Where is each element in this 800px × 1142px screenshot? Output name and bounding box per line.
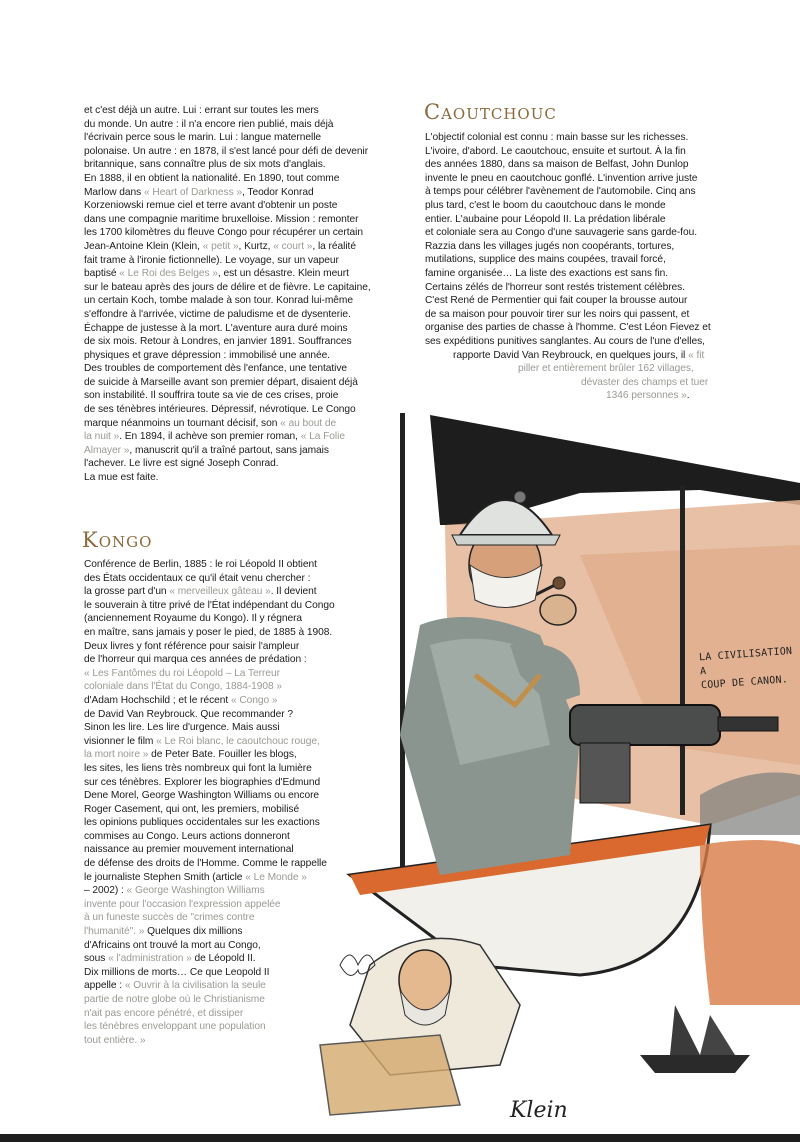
quotation: à un funeste succès de "crimes contre [84, 912, 255, 924]
text-line: mutilations, supplice des mains coupées, travail forcé, [425, 254, 666, 266]
caption-line-1: LA CIVILISATION A [698, 645, 793, 678]
text-line: physiques et grave dépression : immobilisé une année. [84, 349, 330, 361]
text-line: Dix millions de morts… Ce que Leopold II [84, 966, 270, 978]
caoutchouc-heading: CAOUTCHOUC [424, 100, 557, 124]
text-line [84, 680, 394, 694]
text-line: plus tard, c'est le boom du caoutchouc dans le monde [425, 199, 666, 211]
quotation: la nuit » [84, 431, 120, 443]
text-line: Marlow dans « Heart of Darkness », Teodor Konrad [84, 186, 314, 198]
quotation: « l'administration » [108, 953, 192, 965]
quotation: 1346 personnes » [606, 390, 687, 402]
caption-line-2: COUP DE CANON. [700, 674, 789, 692]
text-line: de David Van Reybrouck. Que recommander ? [84, 708, 293, 720]
text-line: (anciennement Royaume du Kongo). Il y régnera [84, 613, 303, 625]
text-line: entier. L'aubaine pour Léopold II. La prédation libérale [425, 213, 666, 225]
text-line: et c'est déjà un autre. Lui : errant sur toutes les mers [84, 105, 319, 116]
quotation: dévaster des champs et tuer [581, 376, 709, 388]
quotation: « petit » [202, 240, 239, 252]
quotation: n'ait pas encore pénétré, et dissiper [84, 1007, 244, 1019]
text-line: le journaliste Stephen Smith (article « Le Monde » [84, 871, 307, 883]
quotation: Almayer » [84, 444, 130, 456]
text-line: Échappe de justesse à la mort. L'aventure aura duré moins [84, 322, 348, 334]
text-line: C'est René de Permentier qui fait couper la brousse autour [425, 295, 688, 307]
quotation: la mort noire » [84, 749, 149, 761]
text-line: – 2002) : « George Washington Williams [84, 885, 265, 897]
quotation: tout entière. » [84, 1034, 146, 1046]
caoutchouc-section-text [425, 131, 745, 403]
text-line: les opinions publiques occidentales sur les exactions [84, 817, 320, 829]
text-line: de l'horreur qui marqua ces années de prédation : [84, 654, 307, 666]
quotation: l'humanité". » [84, 926, 145, 938]
text-line: l'écrivain perce sous le marin. Lui : langue maternelle [84, 132, 322, 144]
text-line: sur le bateau après des jours de délire et de fièvre. Le capitaine, [84, 281, 371, 293]
quotation: invente pour l'occasion l'expression appelée [84, 898, 281, 910]
text-line: naissance au premier mouvement international [84, 844, 294, 856]
text-line [84, 911, 394, 925]
text-line: 1346 personnes ». [606, 390, 690, 402]
quotation: « Ouvrir à la civilisation la seule [124, 980, 266, 992]
text-line: commises au Congo. Leurs actions donneront [84, 830, 290, 842]
kongo-section-text [84, 558, 394, 1047]
text-line: Dene Morel, George Washington Williams ou encore [84, 790, 320, 802]
text-line: en maître, sans jamais y poser le pied, de 1885 à 1908. [84, 626, 333, 638]
text-line: d'Adam Hochschild ; et le récent « Congo » [84, 694, 278, 706]
text-line [84, 1020, 394, 1034]
quotation: « fit [688, 349, 705, 361]
text-line: de défense des droits de l'Homme. Comme le rappelle [84, 858, 327, 870]
text-line: et coloniale sera au Congo d'une sauvagerie sans garde-fou. [425, 227, 697, 239]
quotation: coloniale dans l'État du Congo, 1884-1908 » [84, 681, 283, 693]
text-line: Jean-Antoine Klein (Klein, « petit », Kurtz, « court », la réalité [84, 240, 356, 252]
quotation: « court » [273, 240, 313, 252]
text-line: Conférence de Berlin, 1885 : le roi Léopold II obtient [84, 559, 317, 570]
text-line: La mue est faite. [84, 472, 159, 484]
quotation: « merveilleux gâteau » [169, 586, 271, 598]
text-line: Korzeniowski remue ciel et terre avant d'obtenir un poste [84, 200, 338, 212]
text-line: famine organisée… La liste des exactions est sans fin. [425, 267, 669, 279]
text-line: de suicide à Marseille avant son premier départ, disaient déjà [84, 376, 358, 388]
text-line: ses expéditions punitives sanglantes. Au cours de l'une d'elles, [425, 335, 705, 347]
quotation: partie de notre globe où le Christianisme [84, 994, 265, 1005]
text-line: marque néanmoins un tournant décisif, son « au bout de [84, 417, 337, 429]
quotation: les ténèbres enveloppant une population [84, 1021, 266, 1033]
text-line [84, 1007, 394, 1021]
text-line [84, 993, 394, 1007]
text-line: la mort noire » de Peter Bate. Fouiller les blogs, [84, 749, 297, 761]
text-line: Roger Casement, qui ont, les premiers, mobilisé [84, 803, 300, 815]
page-bottom-rule [0, 1134, 800, 1142]
text-line: d'Africains ont trouvé la mort au Congo, [84, 939, 261, 951]
text-line: polonaise. Un autre : en 1878, il s'est lancé pour défi de devenir [84, 145, 369, 157]
text-line [84, 898, 394, 912]
text-line: s'effondre à l'arrivée, victime de paludisme et de dysenterie. [84, 308, 351, 320]
text-line: les sites, les liens très nombreux qui font la lumière [84, 762, 312, 774]
quotation: « Heart of Darkness » [143, 186, 243, 198]
illustration-caption [699, 645, 798, 694]
quotation: « au bout de [280, 417, 337, 429]
text-line: à temps pour célébrer l'avènement de l'automobile. Cinq ans [425, 186, 696, 198]
text-line: la grosse part d'un « merveilleux gâteau ». Il devient [84, 586, 317, 598]
text-line: des années 1880, dans sa maison de Belfast, John Dunlop [425, 159, 689, 171]
text-line: Sinon les lire. Les lire d'urgence. Mais aussi [84, 722, 280, 734]
quotation: « Congo » [230, 694, 278, 706]
quotation: piller et entièrement brûler 162 villages, [518, 363, 694, 375]
text-line: L'objectif colonial est connu : main basse sur les richesses. [425, 132, 689, 143]
text-line: En 1888, il en obtient la nationalité. En 1890, tout comme [84, 172, 340, 184]
text-line: l'humanité". » Quelques dix millions [84, 926, 243, 938]
text-line: invente le pneu en caoutchouc gonflé. L'invention arrive juste [425, 172, 698, 184]
text-line: sous « l'administration » de Léopold II. [84, 953, 256, 965]
quotation: « George Washington Williams [126, 885, 265, 897]
text-line: appelle : « Ouvrir à la civilisation la seule [84, 980, 266, 992]
text-line: Razzia dans les villages jugés non coopérants, tortures, [425, 240, 675, 252]
text-line: l'achever. Le livre est signé Joseph Conrad. [84, 458, 279, 470]
text-line: Almayer », manuscrit qu'il a traîné partout, sans jamais [84, 444, 329, 456]
quotation: « La Folie [300, 431, 345, 443]
text-line: britannique, sans connaître plus de six mots d'anglais. [84, 159, 326, 171]
text-line: son instabilité. Il souffrira toute sa vie de ces crises, proie [84, 390, 339, 402]
text-line: de ses ténèbres intérieures. Dépressif, névrotique. Le Congo [84, 404, 356, 416]
quotation: « Le Monde » [245, 871, 307, 883]
text-line [84, 667, 394, 681]
text-line: fait trame à l'ironie fictionnelle). Le voyage, sur un vapeur [84, 254, 339, 266]
text-line: Deux livres y font référence pour saisir l'ampleur [84, 640, 300, 652]
text-line: Des troubles de comportement dès l'enfance, une tentative [84, 363, 347, 375]
text-line: baptisé « Le Roi des Belges », est un désastre. Klein meurt [84, 268, 349, 280]
text-line [581, 376, 745, 390]
text-line: Certains zélés de l'horreur sont restés tristement célèbres. [425, 281, 685, 293]
text-line [518, 362, 745, 376]
text-line: les 1700 kilomètres du fleuve Congo pour récupérer un certain [84, 227, 363, 239]
quotation: « Le Roi blanc, le caoutchouc rouge, [156, 735, 320, 747]
artist-signature: Klein [510, 1098, 568, 1123]
text-line: visionner le film « Le Roi blanc, le caoutchouc rouge, [84, 735, 320, 747]
text-line: la nuit ». En 1894, il achève son premier roman, « La Folie [84, 431, 345, 443]
kongo-heading: KONGO [82, 528, 153, 552]
text-line: un certain Koch, tombe malade à son tour. Konrad lui-même [84, 295, 353, 307]
text-line: sur ces ténèbres. Explorer les biographies d'Edmund [84, 776, 321, 788]
text-line: du monde. Un autre : il n'a encore rien publié, mais déjà [84, 118, 334, 130]
text-line: dans une compagnie maritime bruxelloise. Mission : remonter [84, 213, 359, 225]
text-line [84, 1034, 394, 1048]
text-line: L'ivoire, d'abord. Le caoutchouc, ensuite et surtout. À la fin [425, 145, 686, 157]
text-line: de six mois. Retour à Londres, en janvier 1891. Souffrances [84, 336, 352, 348]
text-line: de sa maison pour pouvoir tirer sur les noirs qui passent, et [425, 308, 690, 320]
text-line: rapporte David Van Reybrouck, en quelques jours, il « fit [453, 349, 705, 361]
text-line: des États occidentaux ce qu'il était venu chercher : [84, 572, 311, 584]
quotation: « Le Roi des Belges » [119, 268, 218, 280]
conrad-biography-text [84, 104, 394, 485]
quotation: « Les Fantômes du roi Léopold – La Terreur [84, 667, 280, 679]
text-line: le souverain à titre privé de l'État indépendant du Congo [84, 599, 335, 611]
text-line: organise des parties de chasse à l'homme. C'est Léon Fievez et [425, 322, 711, 334]
